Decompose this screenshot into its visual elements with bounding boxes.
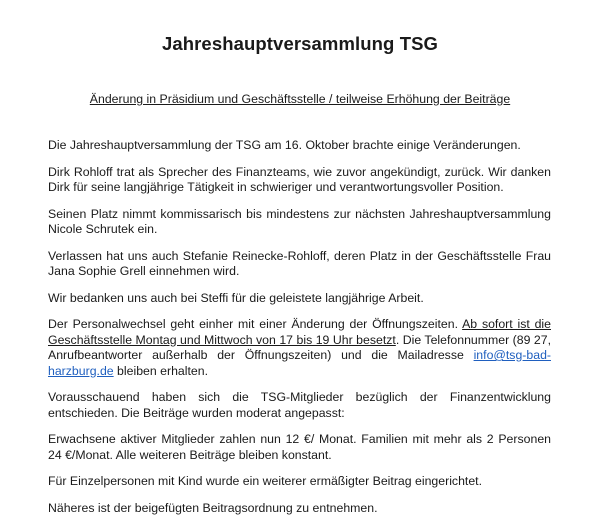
email-link[interactable]: info@tsg-bad-harzburg.de — [48, 348, 551, 378]
document-body — [48, 138, 551, 527]
opening-hours-intro: Der Personalwechsel geht einher mit einer Änderung der Öffnungszeiten. — [48, 317, 463, 331]
paragraph-opening-hours — [48, 317, 551, 379]
paragraph-reduced-fee: Für Einzelpersonen mit Kind wurde ein weiterer ermäßigter Beitrag eingerichtet. — [48, 474, 483, 488]
paragraph-thanks-steffi: Wir bedanken uns auch bei Steffi für die geleistete langjährige Arbeit. — [48, 290, 424, 305]
paragraph-meeting-intro: Die Jahreshauptversammlung der TSG am 16. Oktober brachte einige Veränderungen. — [48, 138, 521, 152]
opening-hours-schedule: Ab sofort ist die Geschäftsstelle Montag und Mittwoch von 17 bis 19 Uhr besetzt — [48, 317, 551, 347]
opening-hours-contact: . Die Telefonnummer (89 27, Anrufbeantworter außerhalb der Öffnungszeiten) und die Mailadresse — [48, 332, 551, 362]
paragraph-fees: Erwachsene aktiver Mitglieder zahlen nun 12 €/ Monat. Familien mit mehr als 2 Personen 24 €/Monat. Alle weiteren Beiträge bleiben konstant. — [48, 432, 551, 462]
paragraph-rohloff-resignation: Dirk Rohloff trat als Sprecher des Finanzteams, wie zuvor angekündigt, zurück. Wir danken Dirk für seine langjährige Tätigkeit in schwieriger und verantwortungsvoller Position. — [48, 164, 551, 194]
paragraph-schrutek-successor: Seinen Platz nimmt kommissarisch bis mindestens zur nächsten Jahreshauptversammlung Nicole Schrutek ein. — [48, 206, 551, 236]
paragraph-office-change: Verlassen hat uns auch Stefanie Reinecke-Rohloff, deren Platz in der Geschäftsstelle Frau Jana Sophie Grell einnehmen wird. — [48, 248, 551, 278]
document-subtitle: Änderung in Präsidium und Geschäftsstelle / teilweise Erhöhung der Beiträge — [89, 92, 511, 106]
paragraph-finance-decision: Vorausschauend haben sich die TSG-Mitglieder bezüglich der Finanzentwicklung entschieden. Die Beiträge wurden moderat angepasst: — [48, 390, 551, 420]
document-title: Jahreshauptversammlung TSG — [161, 33, 439, 54]
paragraph-fee-schedule-reference: Näheres ist der beigefügten Beitragsordnung zu entnehmen. — [48, 500, 378, 515]
opening-hours-outro: bleiben erhalten. — [113, 363, 208, 378]
